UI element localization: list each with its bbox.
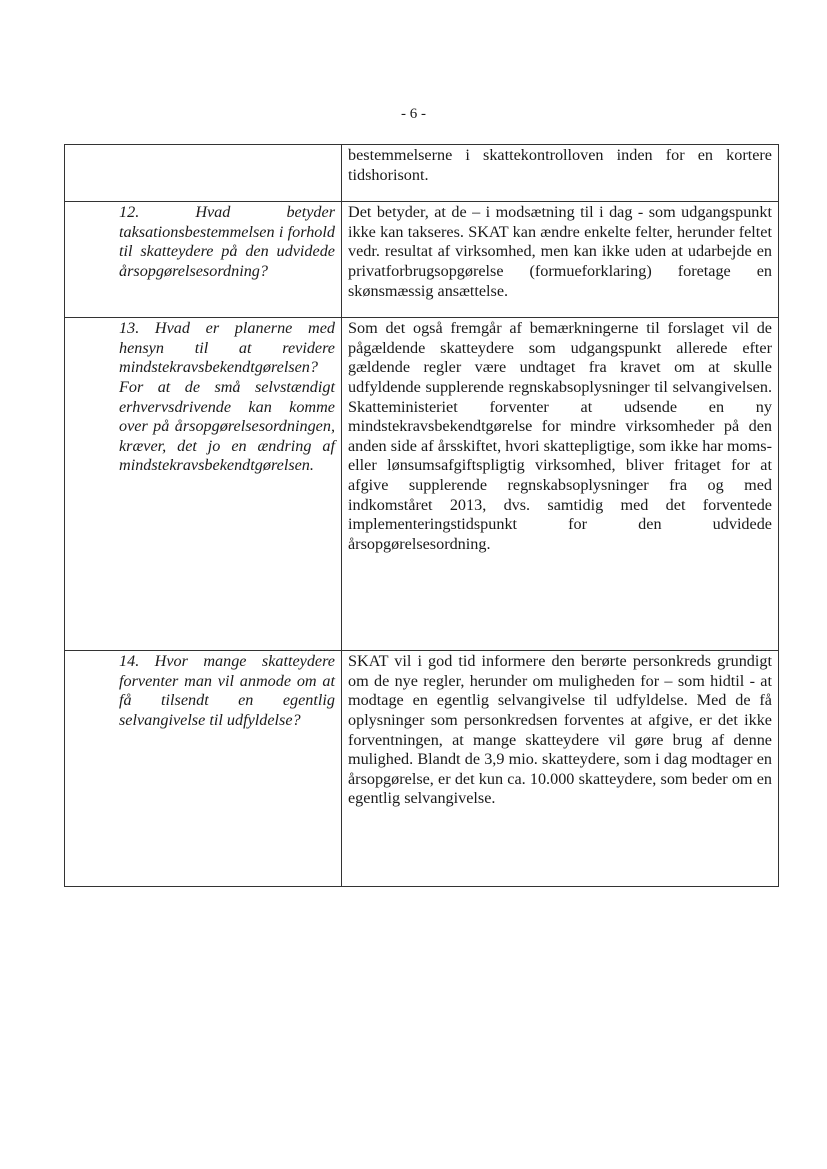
page-number: - 6 - — [401, 106, 426, 122]
answer-cell: SKAT vil i god tid informere den berørte personkreds grundigt om de nye regler, herunder om muligheden for – som hidtil - at modtage en egentlig selvangivelse til udfyldelse. Med de få oplysninger som personkredsen forventes at afgive, er det ikke forventningen, at mange skatteydere vil gøre brug af denne mulighed. Blandt de 3,9 mio. skatteydere, som i dag modtager en årsopgørelse, er det kun ca. 10.000 skatteydere, som beder om en egentlig selvangivelse. — [342, 651, 779, 887]
table-row — [65, 318, 779, 651]
question-cell: 12. Hvad betyder taksationsbestemmelsen i forhold til skatteydere på den udvidede årsopgørelsesordning? — [65, 202, 342, 318]
answer-cell: bestemmelserne i skattekontrolloven inden for en kortere tidshorisont. — [342, 145, 779, 202]
table-row — [65, 145, 779, 202]
qa-table — [64, 144, 779, 887]
question-cell: 14. Hvor mange skatteydere forventer man vil anmode om at få tilsendt en egentlig selvangivelse til udfyldelse? — [65, 651, 342, 887]
question-cell — [65, 145, 342, 202]
table-row — [65, 202, 779, 318]
answer-cell: Det betyder, at de – i modsætning til i dag - som udgangspunkt ikke kan takseres. SKAT kan ændre enkelte felter, herunder feltet vedr. resultat af virksomhed, men kan ikke uden at udarbejde en privatforbrugsopgørelse (formueforklaring) foretage en skønsmæssig ansættelse. — [342, 202, 779, 318]
table-row — [65, 651, 779, 887]
answer-cell: Som det også fremgår af bemærkningerne til forslaget vil de pågældende skatteydere som udgangspunkt allerede efter gældende regler være undtaget fra kravet om at skulle udfyldende supplerende regnskabsoplysninger til selvangivelsen. Skatteministeriet forventer at udsende en ny mindstekravsbekendtgørelse for mindre virksomheder på den anden side af årsskiftet, hvori skattepligtige, som ikke har moms- eller lønsumsafgiftspligtig virksomhed, bliver fritaget for at afgive supplerende regnskabsoplysninger fra og med indkomståret 2013, dvs. samtidig med det forventede implementeringstidspunkt for den udvidede årsopgørelsesordning. — [342, 318, 779, 651]
question-cell: 13. Hvad er planerne med hensyn til at revidere mindstekravsbekendtgørelsen? For at de små selvstændigt erhvervsdrivende kan komme over på årsopgørelsesordningen, kræver, det jo en ændring af mindstekravsbekendtgørelsen. — [65, 318, 342, 651]
